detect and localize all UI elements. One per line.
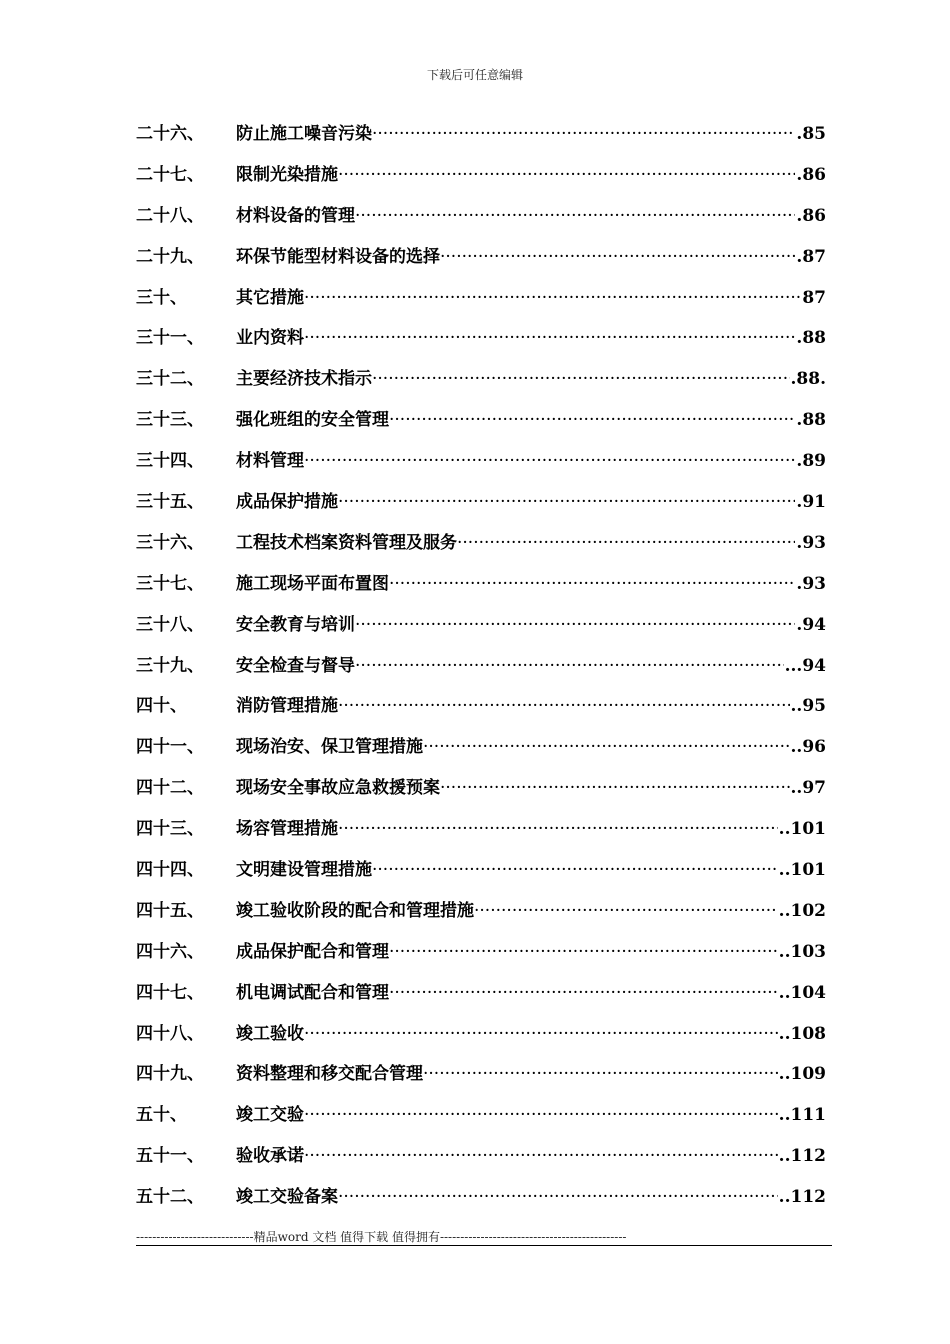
toc-entry[interactable] <box>136 1014 826 1055</box>
toc-entry-body <box>236 605 826 646</box>
toc-entry-number: 三十、 <box>136 287 187 308</box>
toc-entry-body <box>236 850 826 891</box>
toc-entry-title: 文明建设管理措施 <box>236 860 372 881</box>
page-footer: -----------------------------精品word 文档 值得下载 值得拥有---------------------------------------------- <box>136 1230 627 1244</box>
toc-entry[interactable] <box>136 318 826 359</box>
toc-entry-title: 消防管理措施 <box>236 696 338 717</box>
toc-entry-body <box>236 809 826 850</box>
toc-entry-page: ..112 <box>778 1187 826 1208</box>
toc-entry-title: 竣工验收阶段的配合和管理措施 <box>236 900 474 921</box>
toc-entry-title: 成品保护措施 <box>236 492 338 513</box>
toc-entry[interactable] <box>136 155 826 196</box>
toc-entry[interactable] <box>136 646 826 687</box>
toc-dot-leader <box>423 727 790 768</box>
toc-entry-title: 主要经济技术指示 <box>236 369 372 390</box>
toc-entry-title: 限制光染措施 <box>236 164 338 185</box>
toc-dot-leader <box>389 973 778 1014</box>
toc-entry-number: 二十八、 <box>136 205 204 226</box>
toc-entry-title: 验收承诺 <box>236 1146 304 1167</box>
toc-entry-number: 五十一、 <box>136 1146 204 1167</box>
toc-entry-title: 竣工验收 <box>236 1023 304 1044</box>
toc-entry-title: 业内资料 <box>236 328 304 349</box>
toc-entry-page: .93 <box>796 573 826 594</box>
toc-entry-number: 四十一、 <box>136 737 204 758</box>
toc-entry-number: 四十九、 <box>136 1064 204 1085</box>
toc-entry-number: 三十四、 <box>136 451 204 472</box>
toc-entry-page: ..103 <box>778 941 826 962</box>
toc-entry-number: 四十七、 <box>136 982 204 1003</box>
toc-entry-body <box>236 891 826 932</box>
toc-entry-body <box>236 400 826 441</box>
toc-dot-leader <box>338 686 790 727</box>
toc-entry-page: .88. <box>790 369 826 390</box>
toc-entry[interactable] <box>136 891 826 932</box>
toc-dot-leader <box>304 1136 778 1177</box>
toc-entry-page: ..96 <box>790 737 826 758</box>
toc-entry-body <box>236 441 826 482</box>
toc-entry[interactable] <box>136 400 826 441</box>
toc-entry[interactable] <box>136 523 826 564</box>
toc-entry[interactable] <box>136 932 826 973</box>
toc-entry[interactable] <box>136 441 826 482</box>
toc-entry-page: .93 <box>796 532 826 553</box>
toc-entry-number: 三十六、 <box>136 532 204 553</box>
toc-entry[interactable] <box>136 237 826 278</box>
toc-entry[interactable] <box>136 768 826 809</box>
toc-entry-body <box>236 318 826 359</box>
toc-entry-body <box>236 114 826 155</box>
toc-entry[interactable] <box>136 482 826 523</box>
toc-entry-body <box>236 278 826 319</box>
toc-dot-leader <box>389 400 795 441</box>
toc-entry[interactable] <box>136 196 826 237</box>
toc-entry-page: ...94 <box>784 655 826 676</box>
toc-entry-page: .89 <box>796 451 826 472</box>
toc-entry-body <box>236 196 826 237</box>
toc-dot-leader <box>355 196 795 237</box>
toc-dot-leader <box>304 1095 778 1136</box>
toc-entry[interactable] <box>136 1136 826 1177</box>
toc-entry-number: 四十六、 <box>136 941 204 962</box>
toc-entry[interactable] <box>136 564 826 605</box>
toc-entry-number: 四十八、 <box>136 1023 204 1044</box>
toc-entry-number: 二十九、 <box>136 246 204 267</box>
toc-entry-page: ..102 <box>778 900 826 921</box>
toc-entry-title: 现场治安、保卫管理措施 <box>236 737 423 758</box>
toc-entry-body <box>236 1054 826 1095</box>
toc-entry-body <box>236 237 826 278</box>
toc-dot-leader <box>304 441 795 482</box>
toc-dot-leader <box>304 278 801 319</box>
toc-entry-number: 二十六、 <box>136 124 204 144</box>
toc-entry-page: .86 <box>796 164 826 185</box>
toc-entry[interactable] <box>136 605 826 646</box>
toc-entry-title: 材料管理 <box>236 451 304 472</box>
toc-entry-number: 四十、 <box>136 696 187 717</box>
toc-dot-leader <box>338 155 795 196</box>
toc-entry-title: 环保节能型材料设备的选择 <box>236 246 440 267</box>
toc-entry-number: 三十一、 <box>136 328 204 349</box>
toc-entry-page: .87 <box>796 246 826 267</box>
toc-entry[interactable] <box>136 686 826 727</box>
footer-divider <box>136 1245 832 1246</box>
toc-dot-leader <box>423 1054 778 1095</box>
toc-dot-leader <box>457 523 795 564</box>
toc-entry-number: 五十二、 <box>136 1187 204 1208</box>
toc-entry-page: 87 <box>802 287 826 308</box>
toc-dot-leader <box>304 318 795 359</box>
toc-entry-page: ..109 <box>778 1064 826 1085</box>
toc-entry-body <box>236 359 826 400</box>
toc-entry-page: .88 <box>796 328 826 349</box>
toc-entry-body <box>236 1177 826 1218</box>
toc-entry-page: .86 <box>796 205 826 226</box>
toc-entry-page: ..104 <box>778 982 826 1003</box>
toc-dot-leader <box>440 237 795 278</box>
toc-entry-number: 四十三、 <box>136 819 204 840</box>
toc-entry[interactable] <box>136 1095 826 1136</box>
toc-entry-number: 三十五、 <box>136 492 204 513</box>
toc-entry-page: .94 <box>796 614 826 635</box>
toc-dot-leader <box>338 809 778 850</box>
toc-entry-title: 竣工交验 <box>236 1105 304 1126</box>
toc-dot-leader <box>355 646 784 687</box>
toc-entry-number: 三十二、 <box>136 369 204 390</box>
toc-entry-title: 工程技术档案资料管理及服务 <box>236 532 457 553</box>
toc-entry-title: 施工现场平面布置图 <box>236 573 389 594</box>
toc-entry-number: 三十九、 <box>136 655 204 676</box>
toc-dot-leader <box>355 605 795 646</box>
toc-entry-number: 三十三、 <box>136 410 204 431</box>
toc-entry[interactable] <box>136 973 826 1014</box>
toc-entry[interactable] <box>136 1177 826 1218</box>
toc-entry-page: ..112 <box>778 1146 826 1167</box>
toc-entry-title: 机电调试配合和管理 <box>236 982 389 1003</box>
toc-entry-body <box>236 1095 826 1136</box>
toc-entry-number: 四十五、 <box>136 900 204 921</box>
toc-entry-number: 二十七、 <box>136 164 204 185</box>
toc-entry-title: 场容管理措施 <box>236 819 338 840</box>
toc-dot-leader <box>338 482 795 523</box>
toc-entry-body <box>236 646 826 687</box>
toc-entry-page: ..95 <box>790 696 826 717</box>
toc-entry-title: 安全检查与督导 <box>236 655 355 676</box>
toc-entry-title: 竣工交验备案 <box>236 1187 338 1208</box>
toc-dot-leader <box>389 932 778 973</box>
toc-entry-page: .88 <box>796 410 826 431</box>
toc-dot-leader <box>474 891 778 932</box>
toc-entry-title: 成品保护配合和管理 <box>236 941 389 962</box>
toc-entry[interactable] <box>136 727 826 768</box>
page-header: 下载后可任意编辑 <box>426 68 523 82</box>
toc-entry[interactable] <box>136 850 826 891</box>
toc-dot-leader <box>304 1014 778 1055</box>
toc-entry-body <box>236 482 826 523</box>
toc-dot-leader <box>372 114 795 155</box>
toc-entry-number: 三十八、 <box>136 614 204 635</box>
toc-entry-body <box>236 686 826 727</box>
toc-entry-number: 四十四、 <box>136 860 204 881</box>
toc-entry[interactable] <box>136 278 826 319</box>
toc-entry[interactable] <box>136 114 826 155</box>
toc-entry-title: 安全教育与培训 <box>236 614 355 635</box>
toc-dot-leader <box>372 359 790 400</box>
toc-entry-page: ..108 <box>778 1023 826 1044</box>
toc-entry-title: 现场安全事故应急救援预案 <box>236 778 440 799</box>
toc-entry-body <box>236 1014 826 1055</box>
toc-entry-number: 三十七、 <box>136 573 204 594</box>
toc-entry-number: 四十二、 <box>136 778 204 799</box>
toc-entry-title: 防止施工噪音污染 <box>236 124 372 144</box>
toc-entry-page: ..97 <box>790 778 826 799</box>
toc-entry-page: .91 <box>796 492 826 513</box>
table-of-contents <box>136 114 826 1218</box>
toc-entry-body <box>236 932 826 973</box>
toc-entry-body <box>236 564 826 605</box>
toc-entry-body <box>236 973 826 1014</box>
toc-dot-leader <box>389 564 795 605</box>
toc-entry[interactable] <box>136 359 826 400</box>
toc-entry-title: 强化班组的安全管理 <box>236 410 389 431</box>
toc-entry-body <box>236 768 826 809</box>
toc-entry-body <box>236 155 826 196</box>
toc-entry[interactable] <box>136 1054 826 1095</box>
toc-entry-body <box>236 523 826 564</box>
toc-entry-page: ..101 <box>778 819 826 840</box>
toc-entry[interactable] <box>136 809 826 850</box>
toc-entry-page: .85 <box>796 124 826 144</box>
toc-entry-page: ..101 <box>778 860 826 881</box>
toc-dot-leader <box>372 850 778 891</box>
toc-entry-title: 材料设备的管理 <box>236 205 355 226</box>
toc-entry-page: ..111 <box>778 1105 826 1126</box>
toc-entry-body <box>236 727 826 768</box>
toc-entry-number: 五十、 <box>136 1105 187 1126</box>
toc-dot-leader <box>338 1177 778 1218</box>
toc-entry-body <box>236 1136 826 1177</box>
toc-dot-leader <box>440 768 790 809</box>
toc-entry-title: 资料整理和移交配合管理 <box>236 1064 423 1085</box>
toc-entry-title: 其它措施 <box>236 287 304 308</box>
